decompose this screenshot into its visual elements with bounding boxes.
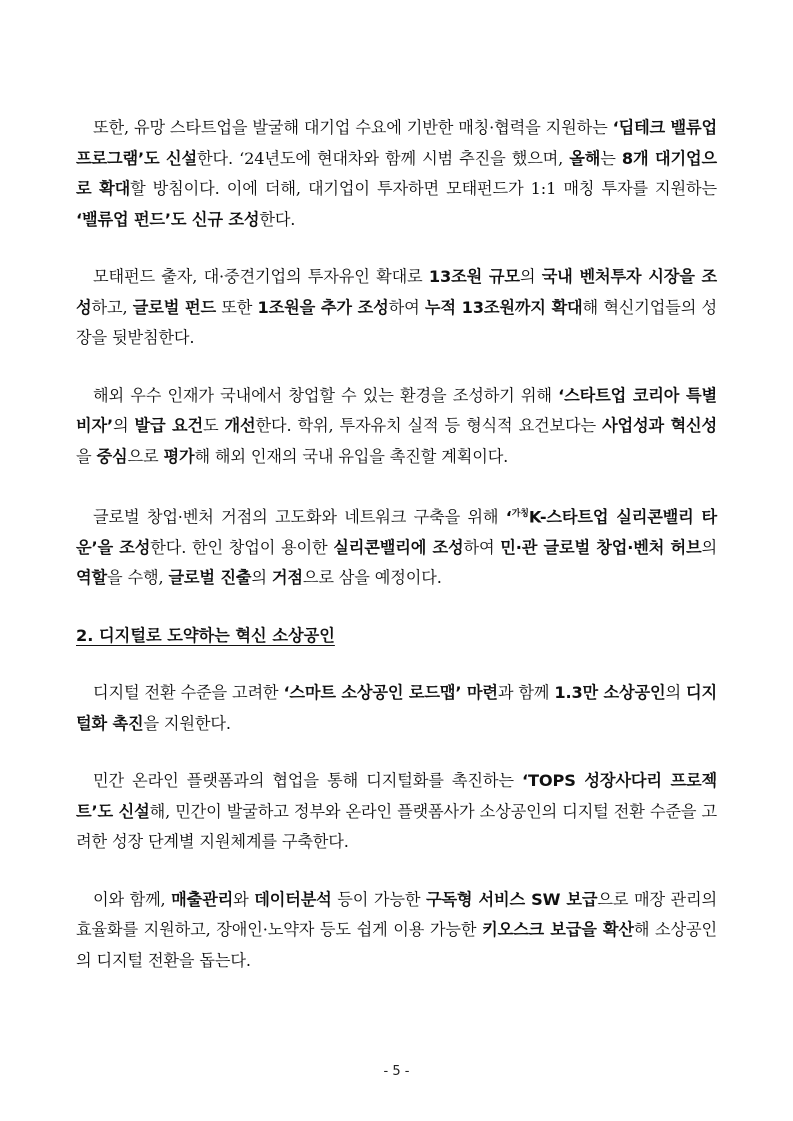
body-text: 등이 가능한 [331,889,426,909]
body-text: 해 해외 인재의 국내 유입을 촉진할 계획이다. [194,446,509,466]
paragraph-group-1 [76,113,717,594]
emphasis-text: 평가 [163,446,195,466]
emphasis-text: ‘딥테크 밸류업 프로그램’도 신설 [76,118,717,168]
emphasis-text: 역할 [76,568,107,588]
emphasis-text: 실리콘밸리에 조성 [333,537,464,557]
body-text: 는 [600,148,622,168]
body-text: 과 함께 [497,683,555,703]
emphasis-text: 글로벌 펀드 [132,297,216,317]
body-text: 할 방침이다. 이에 더해, 대기업이 투자하면 모태펀드가 1:1 매칭 투자를 지원하는 [130,179,717,198]
emphasis-text: 민·관 글로벌 창업·벤처 허브 [500,537,702,557]
paragraph [76,381,717,473]
emphasis-text: ‘스타트업 코리아 특별비자’ [76,385,717,435]
body-text: 해, 민간이 발굴하고 정부와 온라인 플랫폼사가 소상공인의 디지털 전환 수준을 고려한 성장 단계별 지원체계를 구축한다. [76,801,717,852]
paragraph [76,499,717,594]
document-body [76,113,717,1003]
emphasis-text: 발급 요건 [134,416,203,435]
paragraph [76,262,717,354]
body-text: 또한, 유망 스타트업을 발굴해 대기업 수요에 기반한 매칭·협력을 지원하는 [93,118,613,137]
body-text: 의 [701,537,717,557]
body-text: 도 [203,416,225,435]
body-text: 글로벌 창업·벤처 거점의 고도화와 네트워크 구축을 위해 [93,507,506,527]
emphasis-text: ‘스마트 소상공인 로드맵’ 마련 [283,683,498,703]
emphasis-text: ‘밸류업 펀드’도 신규 조성 [76,209,260,229]
emphasis-text: 국내 벤처투자 시장을 조성 [76,267,717,317]
body-text: 으로 [127,446,164,466]
body-text: 을 수행, [106,568,169,588]
page-number: - 5 - [383,1064,410,1079]
emphasis-text: 누적 13조원까지 확대 [424,297,583,317]
emphasis-text: 거점 [271,568,303,588]
emphasis-text: 사업성과 혁신성 [602,416,718,435]
emphasis-text: 중심 [96,446,128,466]
emphasis-text: 8개 대기업으로 확대 [76,148,717,198]
body-text: 의 [519,267,542,286]
emphasis-text: 구독형 서비스 SW 보급 [425,889,598,909]
body-text: 해 소상공인의 디지털 전환을 돕는다. [76,920,717,970]
body-text: 의 [251,568,272,588]
body-text: 하고, [91,297,133,317]
body-text: 의 [112,416,135,435]
body-text: 모태펀드 출자, 대·중견기업의 투자유인 확대로 [93,267,429,286]
body-text: 민간 온라인 플랫폼과의 협업을 통해 디지털화를 촉진하는 [93,771,523,791]
body-text: 와 [233,889,255,909]
body-text: 을 [76,446,97,466]
paragraph [76,678,717,739]
body-text: 또한 [215,297,258,317]
section-heading: 2. 디지털로 도약하는 혁신 소상공인 [76,625,335,645]
emphasis-text: ‘TOPS 성장사다리 프로젝트’도 신설 [76,771,717,821]
emphasis-text: 13조원 규모 [428,267,520,286]
emphasis-text: ‘ [505,507,512,527]
body-text: 해 혁신기업들의 성장을 뒷받침한다. [76,297,718,347]
body-text: 으로 매장 관리의 효율화를 지원하고, 장애인·노약자 등도 쉽게 이용 가능한 [76,889,718,940]
body-text: 한다. 한인 창업이 용이한 [150,537,334,557]
paragraph [76,885,717,977]
body-text: 의 [665,683,687,703]
emphasis-text: 개선 [224,416,256,435]
emphasis-text: 글로벌 진출 [168,568,252,588]
emphasis-text: 매출관리 [171,889,234,909]
body-text: 한다. 학위, 투자유치 실적 등 형식적 요건보다는 [255,416,603,435]
body-text: 해외 우수 인재가 국내에서 창업할 수 있는 환경을 조성하기 위해 [93,385,559,405]
emphasis-text: 1.3만 소상공인 [554,683,666,703]
emphasis-text: K-스타트업 실리콘밸리 타운’을 조성 [76,507,717,557]
emphasis-text: 데이터분석 [254,889,332,909]
body-text: 하여 [388,297,425,317]
body-text: 디지털 전환 수준을 고려한 [93,683,284,703]
body-text: 이와 함께, [93,889,172,909]
body-text: 하여 [463,537,501,557]
body-text: 한다. [259,209,296,229]
superscript-note: 가칭 [511,509,529,519]
emphasis-text: 키오스크 보급을 확산 [482,920,634,940]
body-text: 으로 삼을 예정이다. [302,568,442,588]
body-text: 한다. ‘24년도에 현대차와 함께 시범 추진을 했으며, [197,148,570,168]
paragraph-group-2 [76,678,717,976]
body-text: 을 지원한다. [143,713,231,733]
paragraph [76,766,717,858]
emphasis-text: 디지털화 촉진 [76,683,717,733]
paragraph [76,113,717,235]
emphasis-text: 올해 [569,148,601,168]
emphasis-text: 1조원을 추가 조성 [257,297,389,317]
